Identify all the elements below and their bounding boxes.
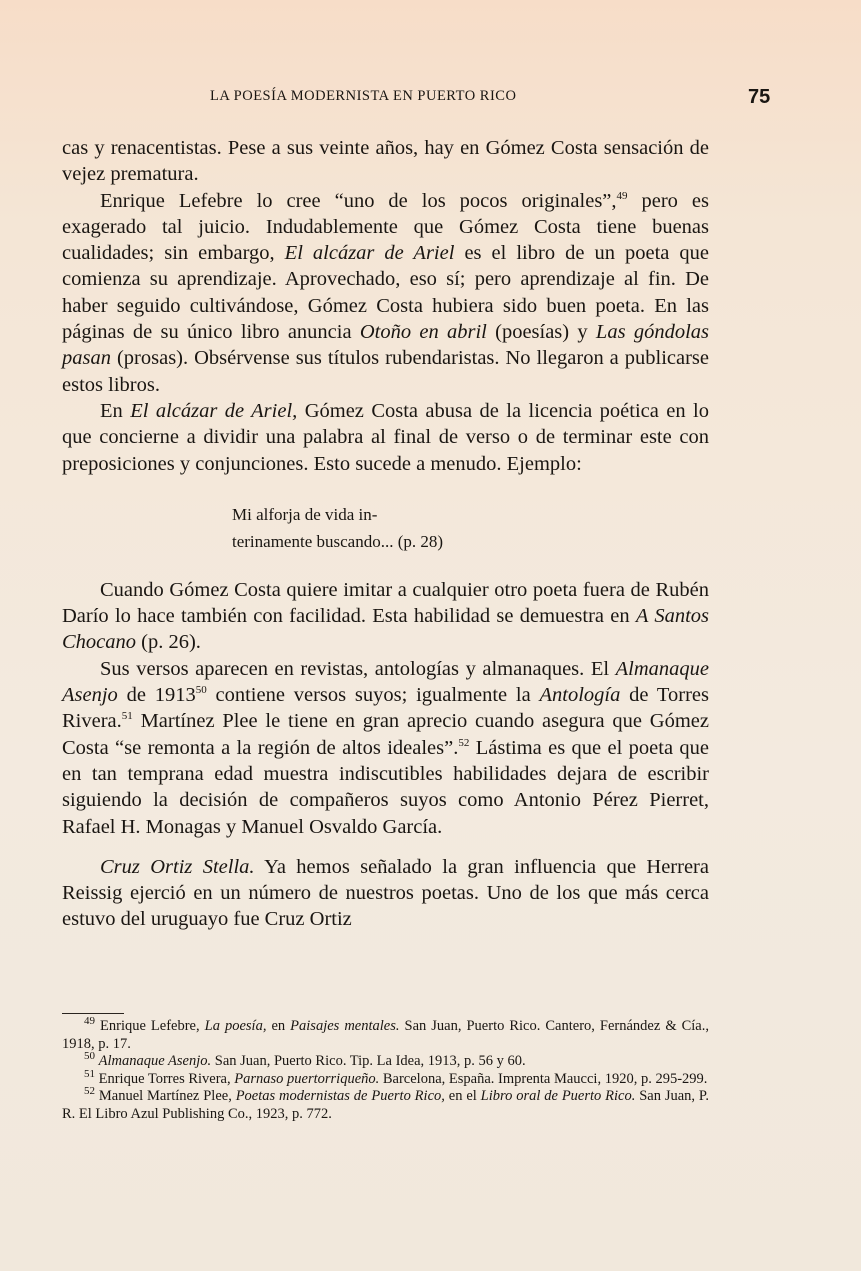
- footnote-italic: Parnaso puertorriqueño.: [234, 1070, 380, 1087]
- paragraph-2-text-a: Enrique Lefebre lo cree “uno de los pocos originales”,: [100, 189, 617, 212]
- paragraph-2-text-c: es el libro de un poeta que comienza su aprendizaje. Aprovechado, eso sí; pero aprendizaje al fin. De haber seguido cultivándose, Gómez Costa hubiera sido buen poeta. En las páginas de su único libro anuncia: [62, 242, 709, 344]
- body-text: [62, 135, 709, 933]
- paragraph-6-text: Ya hemos señalado la gran influencia que Herrera Reissig ejerció en un número de nuestros poetas. Uno de los que más cerca estuvo del uruguayo fue Cruz Ortiz: [62, 855, 709, 931]
- section-name-cruz-ortiz-stella: Cruz Ortiz Stella.: [100, 855, 255, 878]
- book-title-otono: Otoño en abril: [359, 321, 487, 344]
- running-head: LA POESÍA MODERNISTA EN PUERTO RICO: [210, 88, 517, 104]
- page-number: 75: [748, 86, 771, 108]
- book-title-gondolas: Las góndolas pasan: [62, 321, 709, 370]
- book-title-alcazar-2: El alcázar de Ariel,: [130, 399, 298, 422]
- verse-line-1: Mi alforja de vida in-: [232, 504, 378, 524]
- footnote-text: San Juan, Puerto Rico. Cantero, Fernández & Cía., 1918, p. 17.: [62, 1018, 709, 1052]
- paragraph-3-text-a: En: [100, 399, 131, 422]
- verse-line-2: terinamente buscando... (p. 28): [232, 531, 444, 551]
- footnote-51: [62, 1067, 709, 1089]
- footnote-number: 50: [84, 1050, 95, 1063]
- title-almanaque-asenjo: Almanaque Asenjo: [62, 657, 709, 707]
- footnote-text: Enrique Torres Rivera,: [95, 1070, 235, 1087]
- footnote-ref-50: 50: [195, 684, 207, 697]
- footnote-italic: Libro oral de Puerto Rico.: [480, 1088, 636, 1105]
- footnote-number: 49: [84, 1015, 95, 1028]
- paragraph-1: [62, 135, 709, 188]
- verse-quote: [232, 501, 709, 555]
- paragraph-2: [62, 188, 709, 398]
- paragraph-2-text-d: (poesías) y: [486, 321, 596, 344]
- footnote-text: Enrique Lefebre,: [95, 1018, 205, 1034]
- footnote-ref-49: 49: [616, 189, 628, 202]
- footnote-number: 51: [84, 1067, 95, 1080]
- footnote-italic: Poetas modernistas de Puerto Rico,: [235, 1088, 445, 1105]
- footnote-text: Barcelona, España. Imprenta Maucci, 1920, p. 295-299.: [379, 1070, 708, 1087]
- paragraph-5-text-d: de Torres Rivera.: [62, 684, 709, 733]
- footnote-text: San Juan, P. R. El Libro Azul Publishing Co., 1923, p. 772.: [62, 1088, 710, 1122]
- poem-title-santos-chocano: A Santos Chocano: [62, 605, 709, 654]
- paragraph-2-text-e: (prosas). Obsérvense sus títulos rubendaristas. No llegaron a publicarse estos libros.: [62, 347, 709, 396]
- footnote-50: [62, 1050, 709, 1071]
- footnote-52: [62, 1085, 710, 1123]
- page-header: [62, 86, 771, 108]
- paragraph-2-text-b: pero es exagerado tal juicio. Indudablemente que Gómez Costa tiene buenas cualidades; sin embargo,: [62, 189, 709, 265]
- title-antologia: Antología: [539, 684, 621, 707]
- paragraph-3: [62, 398, 709, 477]
- footnote-italic: Almanaque Asenjo.: [98, 1053, 212, 1070]
- paragraph-3-text-b: Gómez Costa abusa de la licencia poética en lo que concierne a dividir una palabra al final de verso o de terminar este con preposiciones y conjunciones. Esto sucede a menudo. Ejemplo:: [62, 399, 709, 475]
- paragraph-5-text-e: Martínez Plee le tiene en gran aprecio cuando asegura que Gómez Costa “se remonta a la región de altos ideales”.: [62, 710, 709, 759]
- spacer: [62, 555, 709, 577]
- spacer-2: [62, 840, 709, 854]
- footnote-italic: Paisajes mentales.: [290, 1018, 400, 1034]
- footnote-ref-51: 51: [121, 710, 133, 723]
- footnote-rule: [62, 1013, 124, 1014]
- footnotes: [62, 1013, 709, 1124]
- paragraph-5-text-c: contiene versos suyos; igualmente la: [206, 684, 540, 707]
- footnote-text: en: [266, 1018, 291, 1034]
- paragraph-5-text-f: Lástima es que el poeta que en tan temprana edad muestra indiscutibles habilidades dejara de escribir siguiendo la decisión de compañeros suyos como Antonio Pérez Pierret, Rafael H. Monagas y Manuel Osvaldo García.: [62, 736, 709, 838]
- paragraph-5-text-a: Sus versos aparecen en revistas, antologías y almanaques. El: [100, 657, 616, 680]
- paragraph-4-text-b: (p. 26).: [136, 631, 201, 654]
- paragraph-1-text: cas y renacentistas. Pese a sus veinte años, hay en Gómez Costa sensación de vejez prematura.: [62, 137, 709, 186]
- footnote-text: en el: [444, 1088, 481, 1105]
- footnote-49: [62, 1015, 709, 1053]
- footnote-number: 52: [84, 1085, 95, 1098]
- footnote-ref-52: 52: [458, 736, 470, 749]
- paragraph-5: [62, 656, 709, 840]
- paragraph-6: [62, 854, 709, 933]
- book-title-alcazar: El alcázar de Ariel: [284, 242, 455, 265]
- footnote-italic: La poesía,: [204, 1018, 267, 1034]
- footnote-text: San Juan, Puerto Rico. Tip. La Idea, 1913, p. 56 y 60.: [211, 1053, 526, 1070]
- paragraph-4-text-a: Cuando Gómez Costa quiere imitar a cualquier otro poeta fuera de Rubén Darío lo hace también con facilidad. Esta habilidad se demuestra en: [62, 578, 709, 628]
- paragraph-5-text-b: de 1913: [117, 684, 196, 707]
- footnote-text: Manuel Martínez Plee,: [95, 1088, 236, 1105]
- paragraph-4: [62, 577, 709, 656]
